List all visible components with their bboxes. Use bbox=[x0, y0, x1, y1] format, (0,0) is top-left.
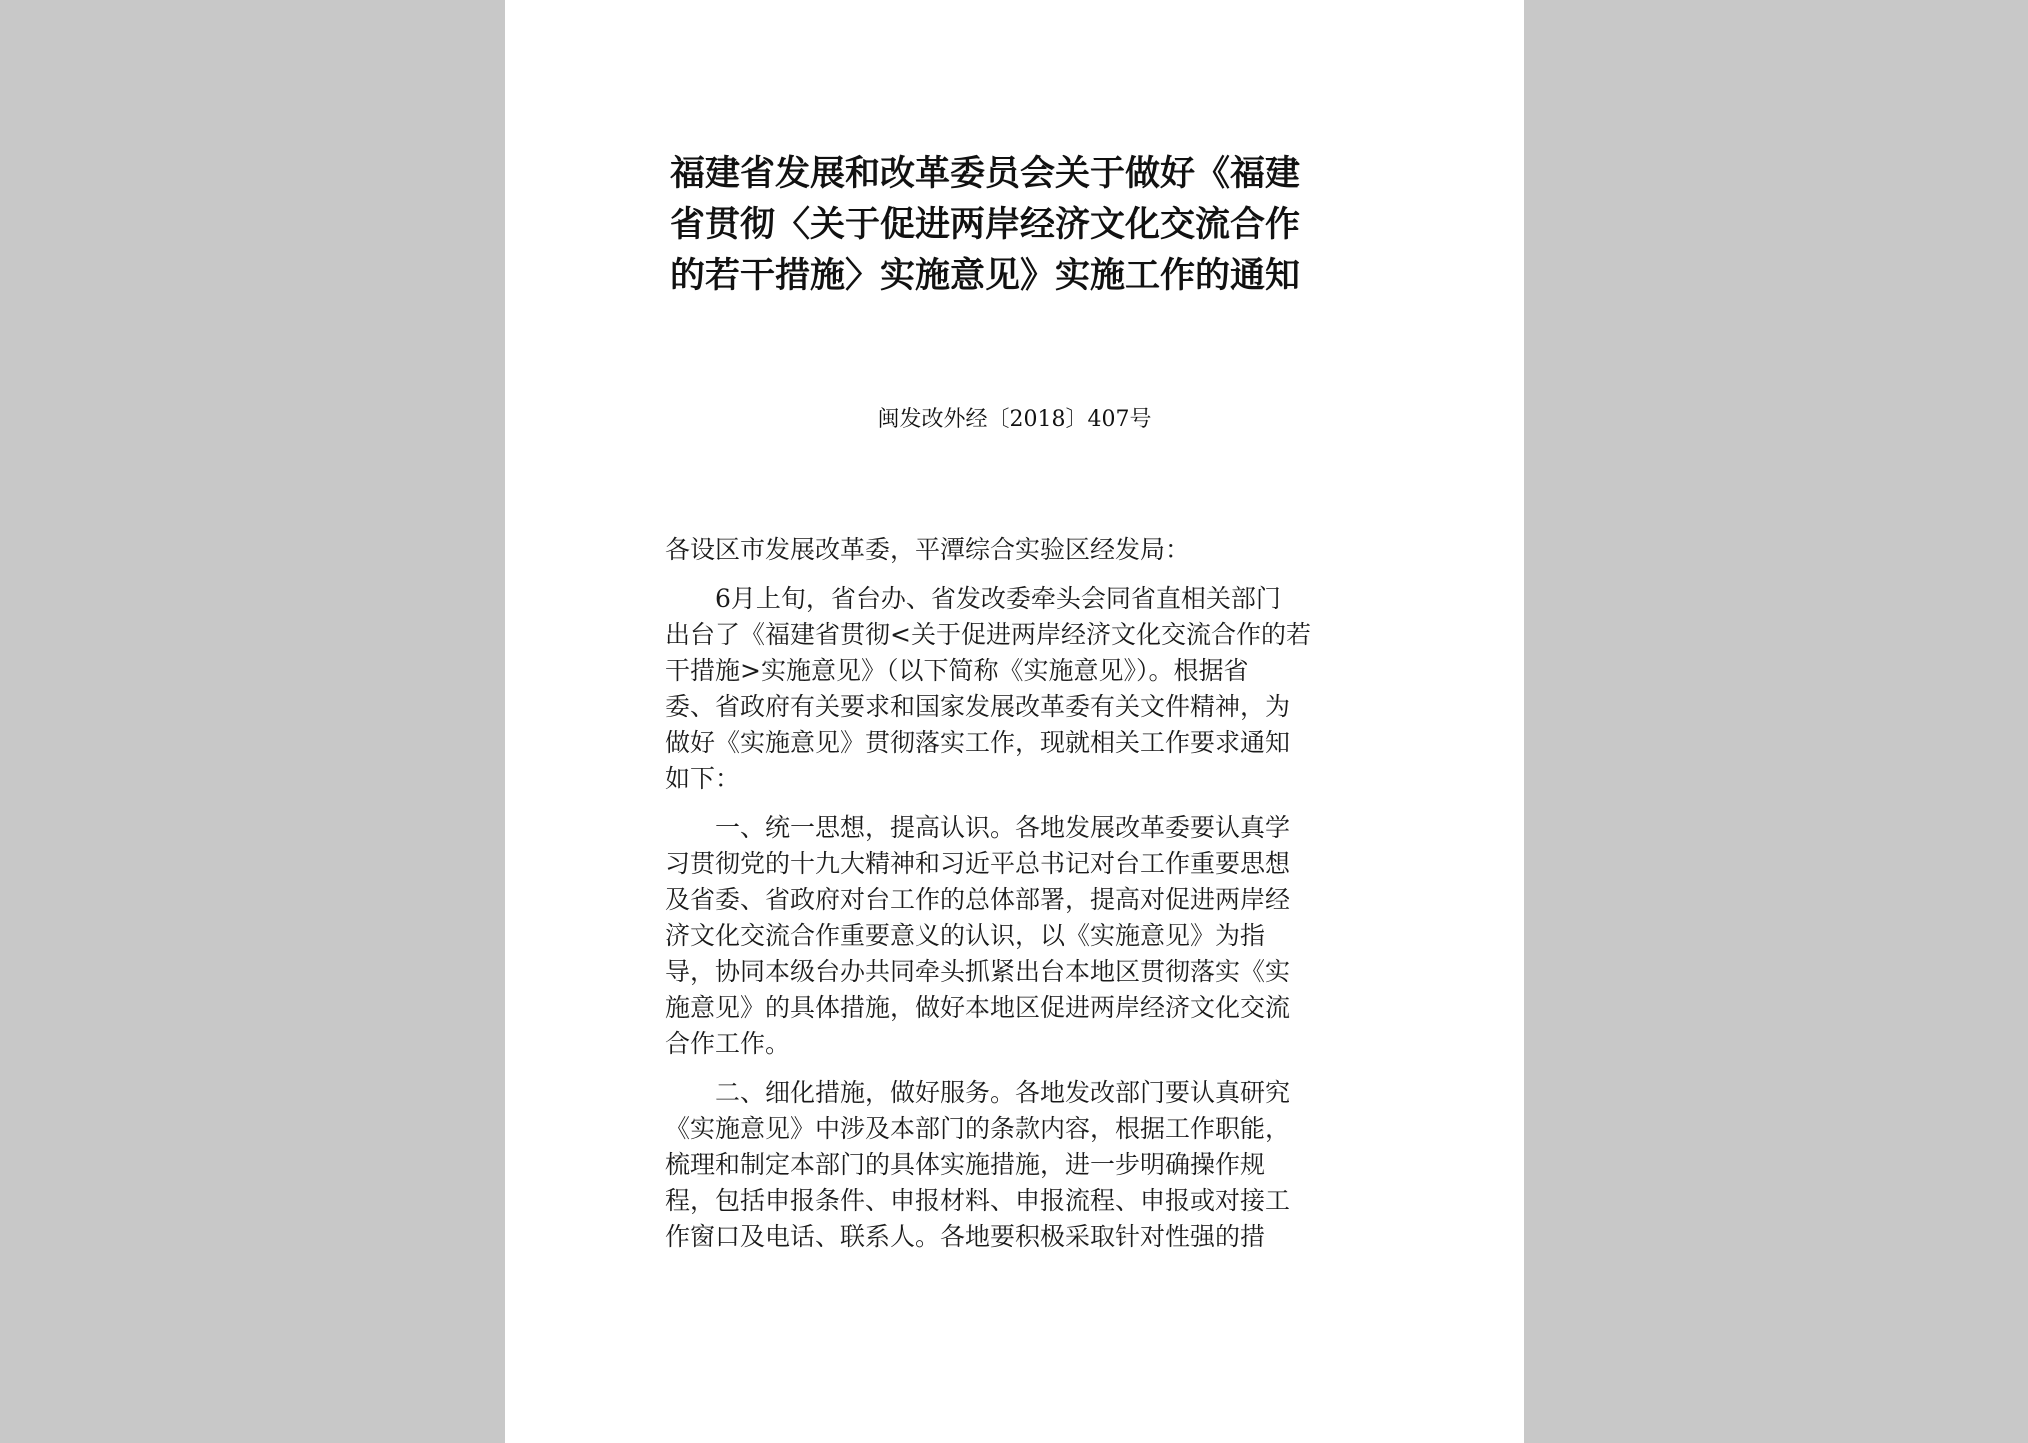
text-line: 一、统一思想，提高认识。各地发展改革委要认真学 bbox=[715, 813, 1291, 842]
text-line: 作窗口及电话、联系人。各地要积极采取针对性强的措 bbox=[665, 1222, 1266, 1251]
text-line: 及省委、省政府对台工作的总体部署，提高对促进两岸经 bbox=[665, 885, 1291, 914]
text-line: 导，协同本级台办共同牵头抓紧出台本地区贯彻落实《实 bbox=[665, 957, 1291, 986]
text-line: 程，包括申报条件、申报材料、申报流程、申报或对接工 bbox=[665, 1186, 1291, 1215]
document-title bbox=[670, 148, 1370, 301]
text-line: 济文化交流合作重要意义的认识，以《实施意见》为指 bbox=[665, 921, 1266, 950]
document-number: 闽发改外经〔2018〕407号 bbox=[877, 407, 1152, 432]
text-line: 干措施>实施意见》（以下简称《实施意见》）。根据省 bbox=[665, 656, 1249, 685]
text-line: 二、细化措施，做好服务。各地发改部门要认真研究 bbox=[715, 1078, 1291, 1107]
title-line: 的若干措施〉实施意见》实施工作的通知 bbox=[670, 255, 1301, 296]
text-line: 习贯彻党的十九大精神和习近平总书记对台工作重要思想 bbox=[665, 849, 1291, 878]
text-line: 委、省政府有关要求和国家发展改革委有关文件精神，为 bbox=[665, 692, 1291, 721]
paragraph-2 bbox=[665, 810, 1385, 1062]
text-line: 出台了《福建省贯彻<关于促进两岸经济文化交流合作的若 bbox=[665, 620, 1311, 649]
title-line: 福建省发展和改革委员会关于做好《福建 bbox=[670, 153, 1301, 194]
salutation bbox=[665, 532, 1385, 568]
paragraph-1 bbox=[665, 581, 1385, 797]
text-line: 做好《实施意见》贯彻落实工作，现就相关工作要求通知 bbox=[665, 728, 1291, 757]
text-line: 6月上旬，省台办、省发改委牵头会同省直相关部门 bbox=[715, 584, 1281, 613]
text-line: 梳理和制定本部门的具体实施措施，进一步明确操作规 bbox=[665, 1150, 1266, 1179]
text-line: 施意见》的具体措施，做好本地区促进两岸经济文化交流 bbox=[665, 993, 1291, 1022]
text-line: 《实施意见》中涉及本部门的条款内容，根据工作职能， bbox=[665, 1114, 1291, 1143]
paragraph-3 bbox=[665, 1075, 1385, 1255]
document-body bbox=[665, 532, 1385, 1268]
text-line: 如下： bbox=[665, 764, 741, 793]
document-page bbox=[505, 0, 1524, 1443]
text-line: 合作工作。 bbox=[665, 1029, 791, 1058]
title-line: 省贯彻〈关于促进两岸经济文化交流合作 bbox=[670, 204, 1301, 245]
text-line: 各设区市发展改革委，平潭综合实验区经发局： bbox=[665, 535, 1191, 564]
